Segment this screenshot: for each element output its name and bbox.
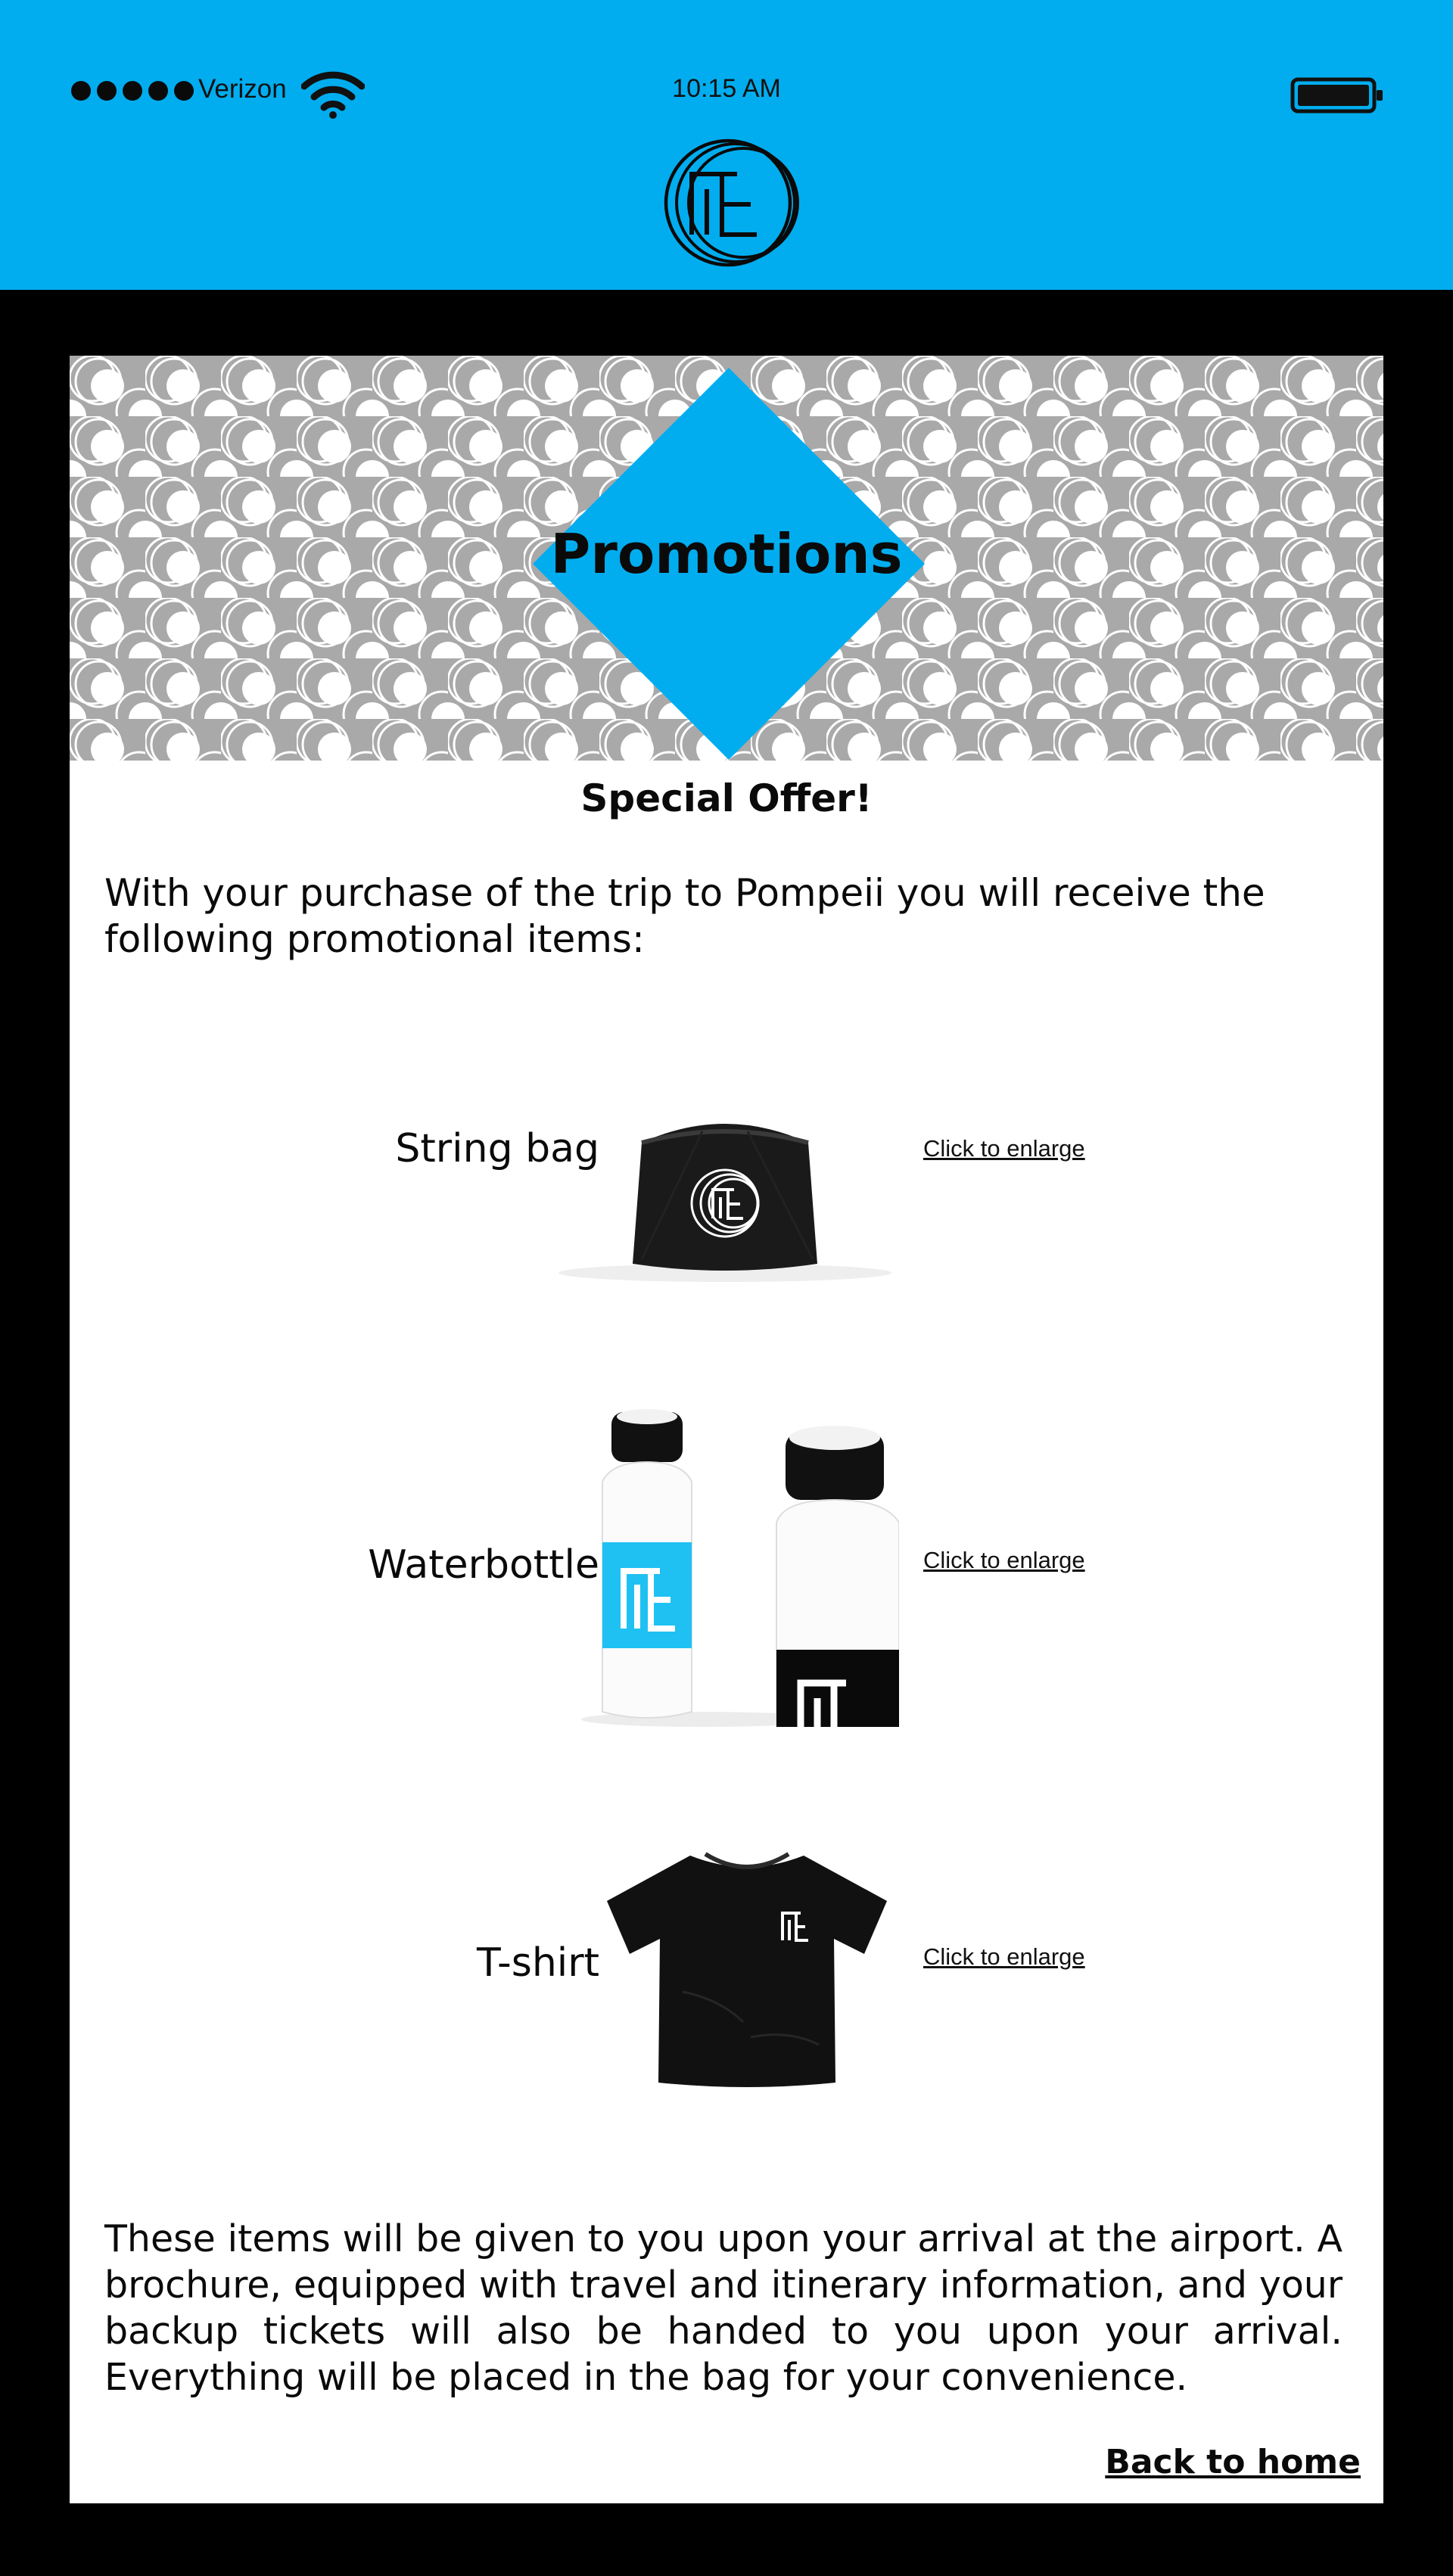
carrier-name: Verizon <box>198 74 287 104</box>
promotions-banner <box>70 356 1383 761</box>
waterbottle-image[interactable] <box>581 1409 899 1727</box>
top-header <box>0 0 1453 290</box>
page-title: Promotions <box>550 522 903 586</box>
back-to-home-link[interactable]: Back to home <box>1105 2443 1361 2481</box>
battery-icon <box>1290 77 1384 114</box>
intro-text: With your purchase of the trip to Pompeii you will receive the following promotional items: <box>104 871 1265 961</box>
t-shirt-image[interactable] <box>599 1840 895 2090</box>
item-label-string-bag: String bag <box>395 1126 599 1171</box>
offer-heading: Special Offer! <box>580 776 873 820</box>
outro-text: These items will be given to you upon your arrival at the airport. A brochure, equipped with travel and itinerary information, and your backup tickets will also be handed to you upon your arrival. Everything will be placed in the bag for your convenience. <box>104 2217 1343 2399</box>
enlarge-link-t-shirt[interactable]: Click to enlarge <box>923 1943 1085 1970</box>
item-label-t-shirt: T-shirt <box>476 1940 599 1986</box>
status-time: 10:15 AM <box>672 74 781 103</box>
enlarge-link-waterbottle[interactable]: Click to enlarge <box>923 1547 1085 1573</box>
item-label-waterbottle: Waterbottle <box>368 1542 599 1588</box>
brand-logo[interactable] <box>652 130 813 275</box>
string-bag-image[interactable] <box>551 1097 899 1286</box>
promotions-card <box>70 356 1383 2503</box>
enlarge-link-string-bag[interactable]: Click to enlarge <box>923 1135 1085 1162</box>
